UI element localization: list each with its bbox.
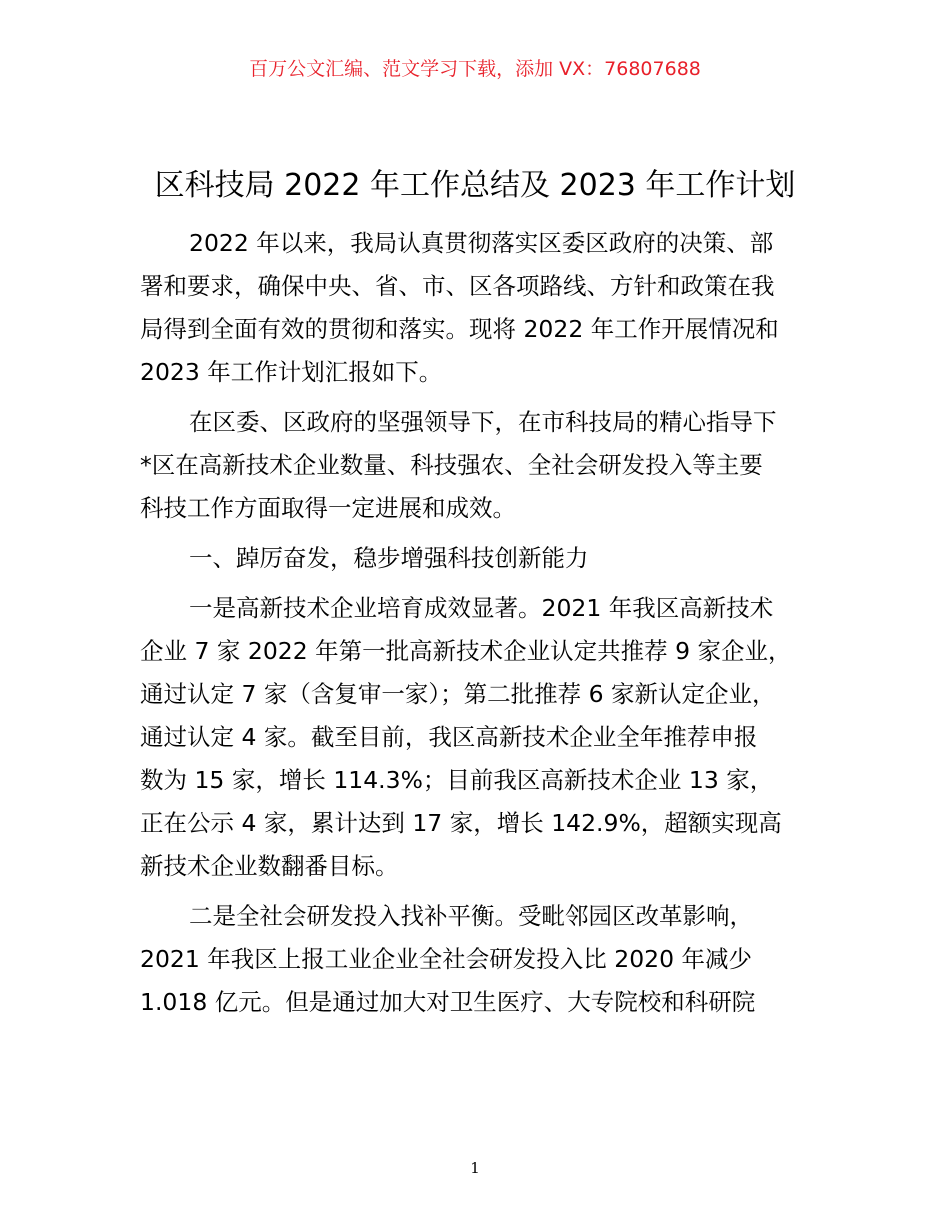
- text-line: 局得到全面有效的贯彻和落实。现将 2022 年工作开展情况和: [140, 315, 779, 343]
- paragraph-intro: [140, 222, 820, 394]
- text-line: 科技工作方面取得一定进展和成效。: [140, 494, 516, 522]
- text-line: 企业 7 家 2022 年第一批高新技术企业认定共推荐 9 家企业，: [140, 637, 792, 665]
- text-line: 数为 15 家，增长 114.3%；目前我区高新技术企业 13 家，: [140, 766, 774, 794]
- text-line: 在区委、区政府的坚强领导下，在市科技局的精心指导下: [189, 408, 777, 436]
- text-line: 2023 年工作计划汇报如下。: [140, 358, 443, 386]
- text-line: 一、踔厉奋发，稳步增强科技创新能力: [189, 544, 589, 572]
- text-line: 2021 年我区上报工业企业全社会研发投入比 2020 年减少: [140, 945, 753, 973]
- section-heading: [140, 537, 820, 580]
- paragraph-rd-investment: [140, 895, 820, 1024]
- paragraph-high-tech: [140, 587, 820, 888]
- text-line: 通过认定 4 家。截至目前，我区高新技术企业全年推荐申报: [140, 723, 758, 751]
- text-line: 署和要求，确保中央、省、市、区各项路线、方针和政策在我: [140, 272, 775, 300]
- text-line: 正在公示 4 家，累计达到 17 家，增长 142.9%，超额实现高: [140, 809, 782, 837]
- paragraph-overview: [140, 401, 820, 530]
- text-line: *区在高新技术企业数量、科技强农、全社会研发投入等主要: [140, 451, 763, 479]
- text-line: 一是高新技术企业培育成效显著。2021 年我区高新技术: [189, 594, 774, 622]
- text-line: 2022 年以来，我局认真贯彻落实区委区政府的决策、部: [189, 229, 774, 257]
- text-line: 新技术企业数翻番目标。: [140, 852, 399, 880]
- text-line: 1.018 亿元。但是通过加大对卫生医疗、大专院校和科研院: [140, 988, 756, 1016]
- document-title: 区科技局 2022 年工作总结及 2023 年工作计划: [154, 168, 796, 203]
- document-body: [140, 222, 820, 1031]
- text-line: 二是全社会研发投入找补平衡。受毗邻园区改革影响，: [189, 902, 753, 930]
- page-number: 1: [470, 1159, 480, 1177]
- watermark-banner: 百万公文汇编、范文学习下载，添加 VX：76807688: [249, 58, 701, 80]
- text-line: 通过认定 7 家（含复审一家）；第二批推荐 6 家新认定企业，: [140, 680, 776, 708]
